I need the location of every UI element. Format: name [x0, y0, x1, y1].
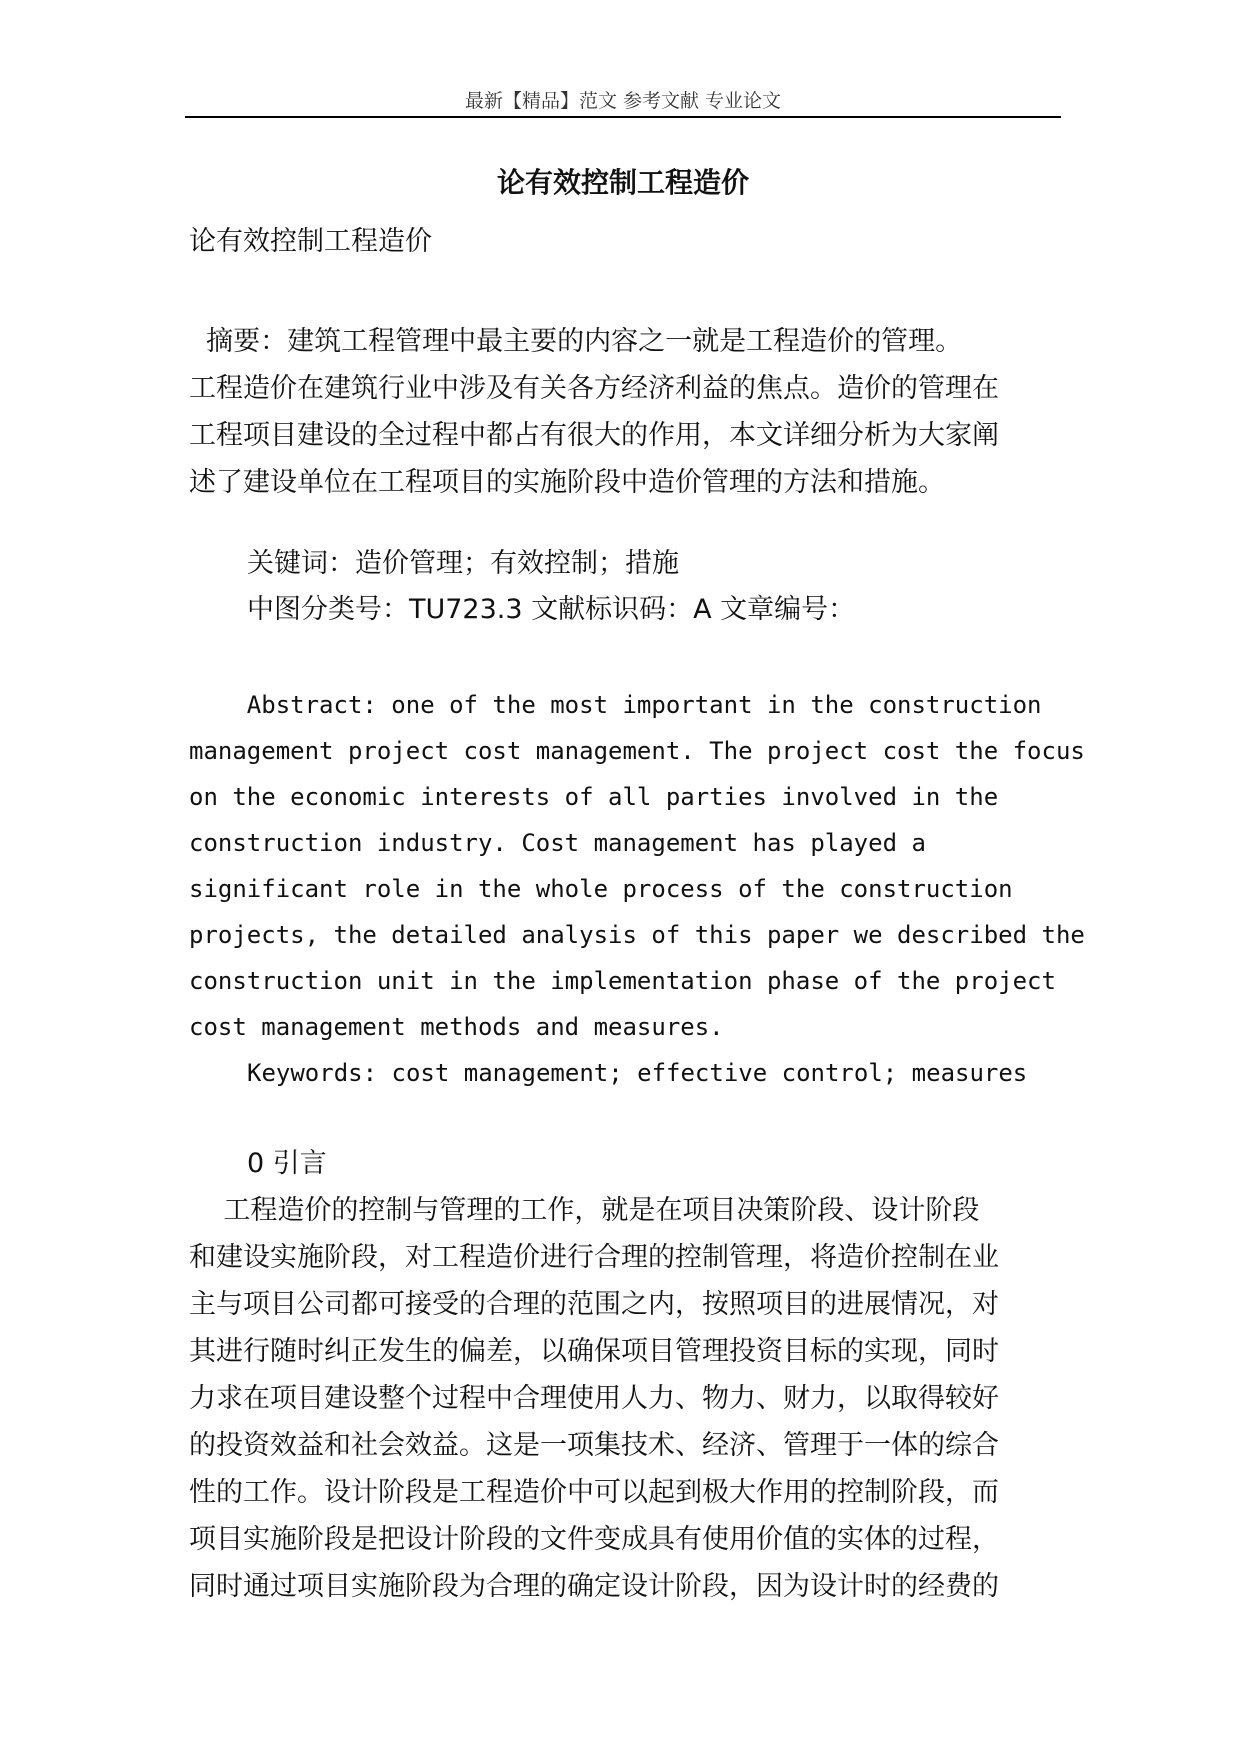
intro-line: 和建设实施阶段，对工程造价进行合理的控制管理，将造价控制在业	[189, 1242, 999, 1273]
section-heading: 0 引言	[247, 1148, 327, 1179]
abstract-en	[189, 682, 1085, 1050]
abstract-en-line: cost management methods and measures.	[189, 1013, 724, 1041]
intro-line: 力求在项目建设整个过程中合理使用人力、物力、财力，以取得较好	[189, 1383, 999, 1414]
intro-line: 同时通过项目实施阶段为合理的确定设计阶段，因为设计时的经费的	[189, 1571, 999, 1602]
intro-line: 的投资效益和社会效益。这是一项集技术、经济、管理于一体的综合	[189, 1430, 999, 1461]
abstract-en-line: projects, the detailed analysis of this paper we described the	[189, 921, 1085, 949]
document-title: 论有效控制工程造价	[496, 166, 749, 199]
keywords-en: Keywords: cost management; effective control; measures	[247, 1059, 1028, 1087]
intro-line: 项目实施阶段是把设计阶段的文件变成具有使用价值的实体的过程，	[189, 1524, 999, 1555]
abstract-en-line: Abstract: one of the most important in the construction	[189, 691, 1042, 719]
intro-line: 主与项目公司都可接受的合理的范围之内，按照项目的进展情况，对	[189, 1289, 999, 1320]
classification-line: 中图分类号：TU723.3 文献标识码：A 文章编号：	[247, 594, 856, 625]
abstract-cn	[189, 318, 1061, 506]
abstract-cn-line: 述了建设单位在工程项目的实施阶段中造价管理的方法和措施。	[189, 467, 945, 498]
intro-line: 工程造价的控制与管理的工作，就是在项目决策阶段、设计阶段	[189, 1195, 980, 1226]
intro-paragraph	[189, 1187, 1061, 1610]
keywords-cn: 关键词：造价管理；有效控制；措施	[247, 548, 679, 579]
document-subtitle: 论有效控制工程造价	[189, 226, 432, 257]
abstract-cn-line: 工程项目建设的全过程中都占有很大的作用，本文详细分析为大家阐	[189, 420, 999, 451]
abstract-en-line: construction industry. Cost management has played a	[189, 829, 926, 857]
abstract-en-line: management project cost management. The project cost the focus	[189, 737, 1085, 765]
header-rule	[185, 116, 1061, 118]
abstract-cn-line: 摘要：建筑工程管理中最主要的内容之一就是工程造价的管理。	[189, 326, 963, 357]
abstract-cn-line: 工程造价在建筑行业中涉及有关各方经济利益的焦点。造价的管理在	[189, 373, 999, 404]
page-header: 最新【精品】范文 参考文献 专业论文	[464, 90, 782, 112]
abstract-en-line: on the economic interests of all parties involved in the	[189, 783, 999, 811]
abstract-en-line: construction unit in the implementation phase of the project	[189, 967, 1056, 995]
intro-line: 性的工作。设计阶段是工程造价中可以起到极大作用的控制阶段，而	[189, 1477, 999, 1508]
intro-line: 其进行随时纠正发生的偏差，以确保项目管理投资目标的实现，同时	[189, 1336, 999, 1367]
abstract-en-line: significant role in the whole process of the construction	[189, 875, 1013, 903]
